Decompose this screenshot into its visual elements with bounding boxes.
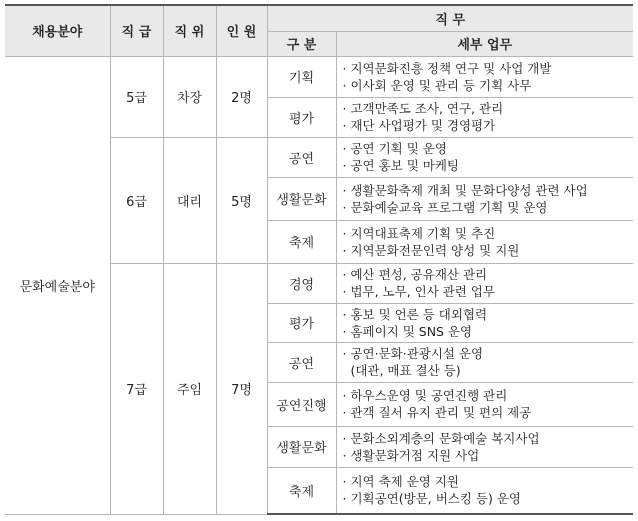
job-table-container <box>5 4 633 515</box>
header-field: 채용분야 <box>5 5 110 56</box>
duty-details-cell <box>336 426 633 467</box>
duty-details-cell <box>336 342 633 382</box>
header-details: 세부 업무 <box>336 31 633 56</box>
duty-line: · 홍보 및 언론 등 대외협력 <box>342 306 488 322</box>
duty-line: · 홈페이지 및 SNS 운영 <box>342 323 473 339</box>
position-cell: 차장 <box>163 56 216 137</box>
duty-details-cell <box>336 97 633 137</box>
category-cell: 공연 <box>267 342 336 382</box>
header-grade: 직 급 <box>110 5 163 56</box>
category-cell: 축제 <box>267 467 336 514</box>
table-body <box>5 56 633 514</box>
position-cell: 주임 <box>163 263 216 514</box>
category-cell: 생활문화 <box>267 426 336 467</box>
duty-details-cell <box>336 177 633 220</box>
duty-line: · 지역대표축제 기획 및 추진 <box>342 225 496 241</box>
category-cell: 경영 <box>267 263 336 303</box>
duty-line: · 예산 편성, 공유재산 관리 <box>342 267 488 282</box>
category-cell: 생활문화 <box>267 177 336 220</box>
category-cell: 평가 <box>267 97 336 137</box>
field-cell: 문화예술분야 <box>5 56 110 514</box>
category-cell: 공연진행 <box>267 382 336 426</box>
duty-line: · 생활문화거점 지원 사업 <box>342 447 480 463</box>
duty-line: · 기획공연(방문, 버스킹 등) 운영 <box>342 491 521 507</box>
header-category: 구 분 <box>267 31 336 56</box>
duty-line: · 문화예술교육 프로그램 기획 및 운영 <box>342 199 548 215</box>
duty-line: · 공연 기획 및 운영 <box>342 141 447 156</box>
duty-details-cell <box>336 263 633 303</box>
duty-line: · 하우스운영 및 공연진행 관리 <box>342 388 508 403</box>
duty-line: · 재단 사업평가 및 경영평가 <box>342 118 496 133</box>
duty-details-cell <box>336 137 633 177</box>
category-cell: 축제 <box>267 220 336 263</box>
header-headcount: 인 원 <box>216 5 267 56</box>
duty-line: · 생활문화축제 개최 및 문화다양성 관련 사업 <box>342 182 588 198</box>
duty-line: · 문화소외계층의 문화예술 복지사업 <box>342 430 540 446</box>
category-cell: 기획 <box>267 56 336 97</box>
duty-details-cell <box>336 56 633 97</box>
category-cell: 공연 <box>267 137 336 177</box>
duty-line: · 법무, 노무, 인사 관련 업무 <box>342 284 496 299</box>
position-cell: 대리 <box>163 137 216 263</box>
table-header <box>5 5 633 56</box>
duty-line: (대관, 매표 결산 등) <box>342 363 461 378</box>
headcount-cell: 7명 <box>216 263 267 514</box>
duty-line: · 공연 홍보 및 마케팅 <box>342 158 459 173</box>
duty-details-cell <box>336 467 633 514</box>
header-duties: 직 무 <box>267 5 633 31</box>
duty-line: · 이사회 운영 및 관리 등 기획 사무 <box>342 77 532 93</box>
category-cell: 평가 <box>267 303 336 342</box>
table-row <box>5 56 633 97</box>
duty-line: · 관객 질서 유지 관리 및 편의 제공 <box>342 405 532 420</box>
recruitment-table <box>5 4 633 515</box>
grade-cell: 7급 <box>110 263 163 514</box>
duty-details-cell <box>336 303 633 342</box>
duty-details-cell <box>336 220 633 263</box>
duty-line: · 지역문화진흥 정책 연구 및 사업 개발 <box>342 60 552 76</box>
grade-cell: 5급 <box>110 56 163 137</box>
duty-line: · 지역 축제 운영 지원 <box>342 474 459 490</box>
duty-details-cell <box>336 382 633 426</box>
headcount-cell: 2명 <box>216 56 267 137</box>
grade-cell: 6급 <box>110 137 163 263</box>
headcount-cell: 5명 <box>216 137 267 263</box>
header-position: 직 위 <box>163 5 216 56</box>
duty-line: · 고객만족도 조사, 연구, 관리 <box>342 101 504 116</box>
duty-line: · 지역문화전문인력 양성 및 지원 <box>342 242 520 258</box>
duty-line: · 공연·문화·관광시설 운영 <box>342 346 484 361</box>
